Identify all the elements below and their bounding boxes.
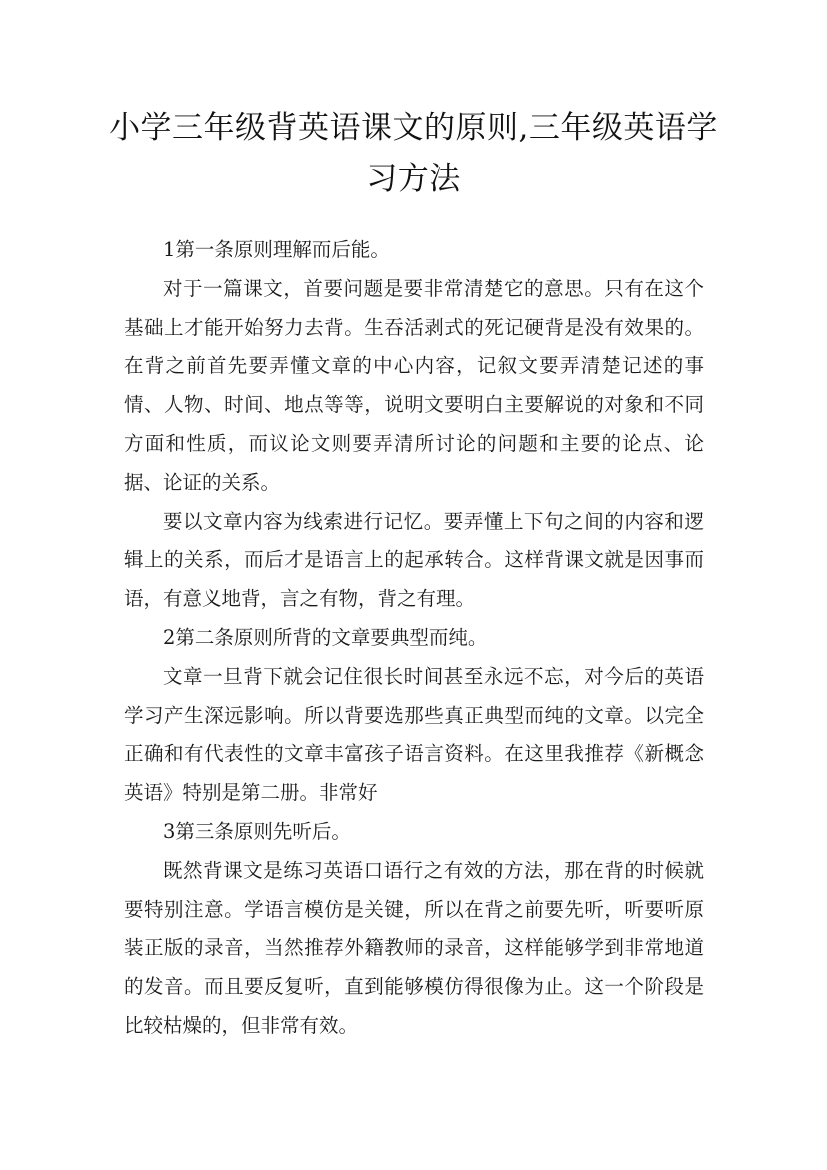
paragraph-principle-3-heading: 3第三条原则先听后。 bbox=[163, 819, 351, 843]
paragraph-principle-1-explanation: 对于一篇课文，首要问题是要非常清楚它的意思。只有在这个基础上才能开始努力去背。生吞活剥式的死记硬背是没有效果的。在背之前首先要弄懂文章的中心内容，记叙文要弄清楚记述的事情、人物、时间、地点等等，说明文要明白主要解说的对象和不同方面和性质，而议论文则要弄清所讨论的问题和主要的论点、论据、论证的关系。 bbox=[124, 276, 704, 494]
paragraph-principle-2-explanation: 文章一旦背下就会记住很长时间甚至永远不忘，对今后的英语学习产生深远影响。所以背要选那些真正典型而纯的文章。以完全正确和有代表性的文章丰富孩子语言资料。在这里我推荐《新概念英语》特别是第二册。非常好 bbox=[124, 664, 704, 805]
paragraph-principle-3-explanation: 既然背课文是练习英语口语行之有效的方法，那在背的时候就要特别注意。学语言模仿是关键，所以在背之前要先听，听要听原装正版的录音，当然推荐外籍教师的录音，这样能够学到非常地道的发音。而且要反复听，直到能够模仿得很像为止。这一个阶段是比较枯燥的，但非常有效。 bbox=[124, 858, 704, 1037]
paragraph-principle-1-memory: 要以文章内容为线索进行记忆。要弄懂上下句之间的内容和逻辑上的关系，而后才是语言上的起承转合。这样背课文就是因事而语，有意义地背，言之有物，背之有理。 bbox=[124, 509, 704, 611]
document-body bbox=[124, 231, 704, 1046]
document-title: 小学三年级背英语课文的原则,三年级英语学习方法 bbox=[109, 110, 718, 197]
paragraph-principle-1-heading: 1第一条原则理解而后能。 bbox=[163, 238, 390, 261]
paragraph-principle-2-heading: 2第二条原则所背的文章要典型而纯。 bbox=[163, 625, 488, 649]
